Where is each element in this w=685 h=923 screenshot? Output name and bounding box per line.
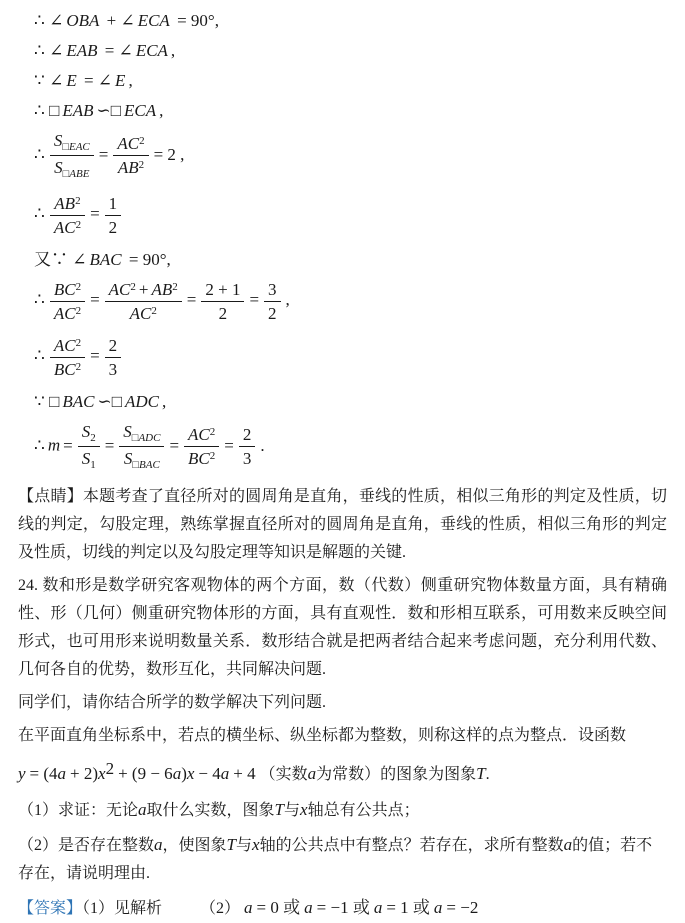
answer-label: 【答案】 [18,900,83,918]
therefore-symbol: ∴ [34,435,45,455]
answer-part-2-label: （2） [200,900,241,918]
math-variable: BAC [62,391,95,411]
math-variable: AC [188,425,210,445]
math-variable: S [53,131,63,150]
dianjing-paragraph: 【点睛】本题考查了直径所对的圆周角是直角，垂线的性质，相似三角形的判定及性质，切线的判定，勾股定理，熟练掌握直径所对的圆周角是直角，垂线的性质，相似三角形的判定及性质，切线的判定以及勾股定理等知识是解题的关键. [18,488,667,562]
math-variable: T [274,800,284,820]
fraction [239,424,256,469]
formula-ab-over-ac [31,193,667,238]
cjk-text: （实数 [259,766,308,784]
numerator: 1 [105,193,122,216]
math-operator: = ∠ [104,41,133,60]
fraction [50,193,85,238]
math-variable: x [186,764,195,784]
therefore-symbol: ∴ [34,204,45,224]
plus-sign: + [138,279,149,299]
superscript: 2 [75,304,82,317]
cjk-text: 的值；若不存在，请说明理由. [18,837,653,883]
fraction [201,279,244,324]
math-operator: 又∵ ∠ [34,249,87,269]
math-variable: T [476,764,486,784]
numerator: 3 [264,279,281,302]
math-operator: = ∠ [83,71,113,90]
denominator [50,216,85,238]
proof-line-5 [31,249,667,270]
subscript: □ADC [131,431,161,444]
math-variable: x [252,835,260,855]
math-variable: m [47,435,61,455]
math-variable: a [57,764,67,784]
math-variable: AB [117,158,139,178]
denominator: 2 [218,303,228,323]
denominator [50,358,85,380]
math-variable: T [226,835,236,855]
math-variable: S [123,421,132,441]
superscript: 2 [151,304,157,317]
math-variable: y [18,764,26,784]
math-operator: , [285,290,290,310]
fraction [50,279,85,324]
period: . [485,766,490,784]
cjk-text: ，使图象 [162,837,227,855]
math-variable: a [220,764,230,784]
problem-24-intro: 24. 数和形是数学研究客观物体的两个方面，数（代数）侧重研究物体数量方面，具有精确性、形（几何）侧重研究物体形的方面，具有直观性．数和形相互联系，可用数来反映空间形式，也可用形来说明数量关系．数形结合就是把两者结合起来考虑问题，充分利用代数、几何各自的优势，数形互化，共同解决问题. [18,577,667,679]
math-variable: OBA [66,11,100,30]
math-variable: AB [151,279,173,299]
math-variable: a [244,898,253,918]
superscript: 2 [130,280,136,293]
formula-m-ratio [31,421,667,473]
math-operator: ) [181,764,187,784]
math-variable: S [81,449,91,469]
math-variable: a [373,898,383,918]
denominator: 2 [268,303,277,323]
math-variable: EAB [66,41,98,60]
formula-bc-over-ac [31,279,667,324]
equals-sign: = [104,435,115,455]
math-variable: ECA [124,101,157,120]
numerator: 2 + 1 [201,279,244,302]
fraction [105,335,122,380]
formula-ac-over-bc [31,335,667,380]
math-operator: , [161,391,167,411]
numerator [50,130,94,156]
cjk-text: （2）是否存在整数 [18,837,155,855]
math-operator: = −2 [446,898,479,918]
math-variable: a [138,800,147,820]
math-variable: AC [53,303,76,323]
denominator: 3 [108,359,118,379]
numerator [78,421,100,447]
equals-sign: = [90,204,100,224]
equals-sign: = [90,346,100,366]
numerator: 2 [105,335,122,358]
cjk-text: 为常数）的图象为图象 [316,766,477,784]
superscript: 2 [172,280,178,293]
denominator [50,302,85,324]
equals-sign: = [186,290,197,310]
denominator [113,156,148,178]
math-operator: , [170,41,176,60]
math-variable: S [123,449,133,469]
math-operator: ∴ □ [34,101,60,120]
equals-sign: = [90,290,100,310]
numerator [184,424,219,447]
math-operator: = −1 或 [316,898,370,918]
math-variable: E [66,71,77,90]
math-variable: S [81,421,91,441]
math-operator: = 90°, [128,249,171,269]
numerator: 2 [239,424,256,447]
equals-sign: = [98,144,109,164]
math-variable: BAC [89,249,122,269]
superscript: 2 [209,426,216,439]
superscript: 2 [75,280,82,293]
math-operator: + 2) [70,764,99,784]
cjk-text: 与 [284,802,301,820]
question-2 [18,831,667,888]
period: . [260,435,265,455]
similar-symbol: ∽□ [96,101,122,120]
subscript: □EAC [62,141,90,153]
math-variable: E [115,71,126,90]
question-1 [18,796,667,825]
numerator [50,279,85,302]
fraction [113,133,148,178]
superscript: 2 [75,218,82,231]
superscript: 2 [209,450,216,463]
math-operator: ∴ ∠ [34,11,64,30]
math-variable: AC [117,134,140,154]
equals-sign: = [224,435,234,455]
therefore-symbol: ∴ [34,290,45,310]
proof-line-3 [31,70,667,91]
equals-sign: = [63,435,73,455]
math-operator: − 4 [198,764,221,784]
math-variable: AC [53,335,76,355]
cjk-text: 轴的公共点中有整点？若存在，求所有整数 [259,837,564,855]
therefore-symbol: ∴ [34,144,45,164]
math-variable: x [300,800,308,820]
math-variable: a [172,764,182,784]
answer-line [18,894,667,923]
superscript: 2 [138,159,145,172]
superscript: 2 [75,336,82,349]
math-variable: BC [188,449,210,469]
superscript: 2 [105,759,115,779]
proof-line-4 [31,100,667,121]
fraction [105,279,182,324]
math-operator: = (4 [29,764,58,784]
math-variable: a [563,835,573,855]
denominator: 3 [242,449,252,469]
subscript: □ABE [62,168,90,181]
denominator [50,156,94,181]
denominator [184,447,219,469]
math-operator: = 0 或 [256,898,301,918]
students-line: 同学们，请你结合所学的数学解决下列问题. [18,694,327,712]
proof-line-1 [31,10,667,31]
math-operator: , [128,71,133,90]
superscript: 2 [75,194,81,207]
math-variable: EAB [62,101,94,120]
math-variable: ECA [135,41,168,60]
math-variable: a [433,898,443,918]
cjk-text: （1）求证：无论 [18,802,139,820]
math-variable: BC [53,359,76,379]
math-variable: AC [53,217,76,237]
math-variable: x [98,764,106,784]
math-operator: + ∠ [106,11,135,30]
numerator [113,133,148,156]
math-variable: BC [53,279,76,299]
therefore-symbol: ∴ [34,346,45,366]
math-variable: AC [129,303,152,323]
function-line [18,755,667,789]
math-operator: + (9 − 6 [118,764,173,784]
numerator [119,421,164,447]
fraction [105,193,122,238]
math-variable: AB [54,193,76,213]
fraction [78,421,100,473]
math-variable: a [154,835,163,855]
fraction [50,335,85,380]
subscript: □BAC [132,459,160,472]
numerator [50,193,85,216]
math-variable: AC [108,279,131,299]
fraction [119,421,164,473]
denominator [78,447,100,472]
math-operator: ∴ ∠ [34,41,64,60]
superscript: 2 [75,360,82,373]
denominator [105,302,182,324]
math-variable: ECA [137,11,170,30]
denominator: 2 [108,217,118,237]
fraction [264,279,281,324]
math-variable: ADC [124,391,159,411]
math-operator: = 2 , [153,144,185,164]
numerator [105,279,182,302]
cjk-text: 与 [236,837,253,855]
math-variable: S [54,158,63,178]
cjk-text: 取什么实数，图象 [146,802,275,820]
subscript: 1 [90,459,96,472]
proof-line-6 [31,391,667,412]
equals-sign: = [169,435,180,455]
fraction [184,424,219,469]
subscript: 2 [90,431,96,444]
formula-area-ratio [31,130,667,182]
math-variable: a [307,764,317,784]
math-operator: , [159,101,164,120]
similar-symbol: ∽□ [97,391,122,411]
numerator [50,335,85,358]
math-variable: a [304,898,313,918]
coordinate-line: 在平面直角坐标系中，若点的横坐标、纵坐标都为整数，则称这样的点为整点．设函数 [18,727,627,745]
superscript: 2 [139,135,145,148]
proof-line-2 [31,40,667,61]
equals-sign: = [249,290,260,310]
math-operator: ∵ ∠ [34,71,64,90]
denominator [119,447,164,472]
fraction [50,130,94,182]
answer-part-1: （1）见解析 [82,900,163,918]
cjk-text: 轴总有公共点； [307,802,420,820]
math-operator: ∵ □ [34,391,60,411]
math-operator: = 90°, [177,11,219,30]
math-operator: + 4 [233,764,256,784]
math-operator: = 1 或 [386,898,430,918]
